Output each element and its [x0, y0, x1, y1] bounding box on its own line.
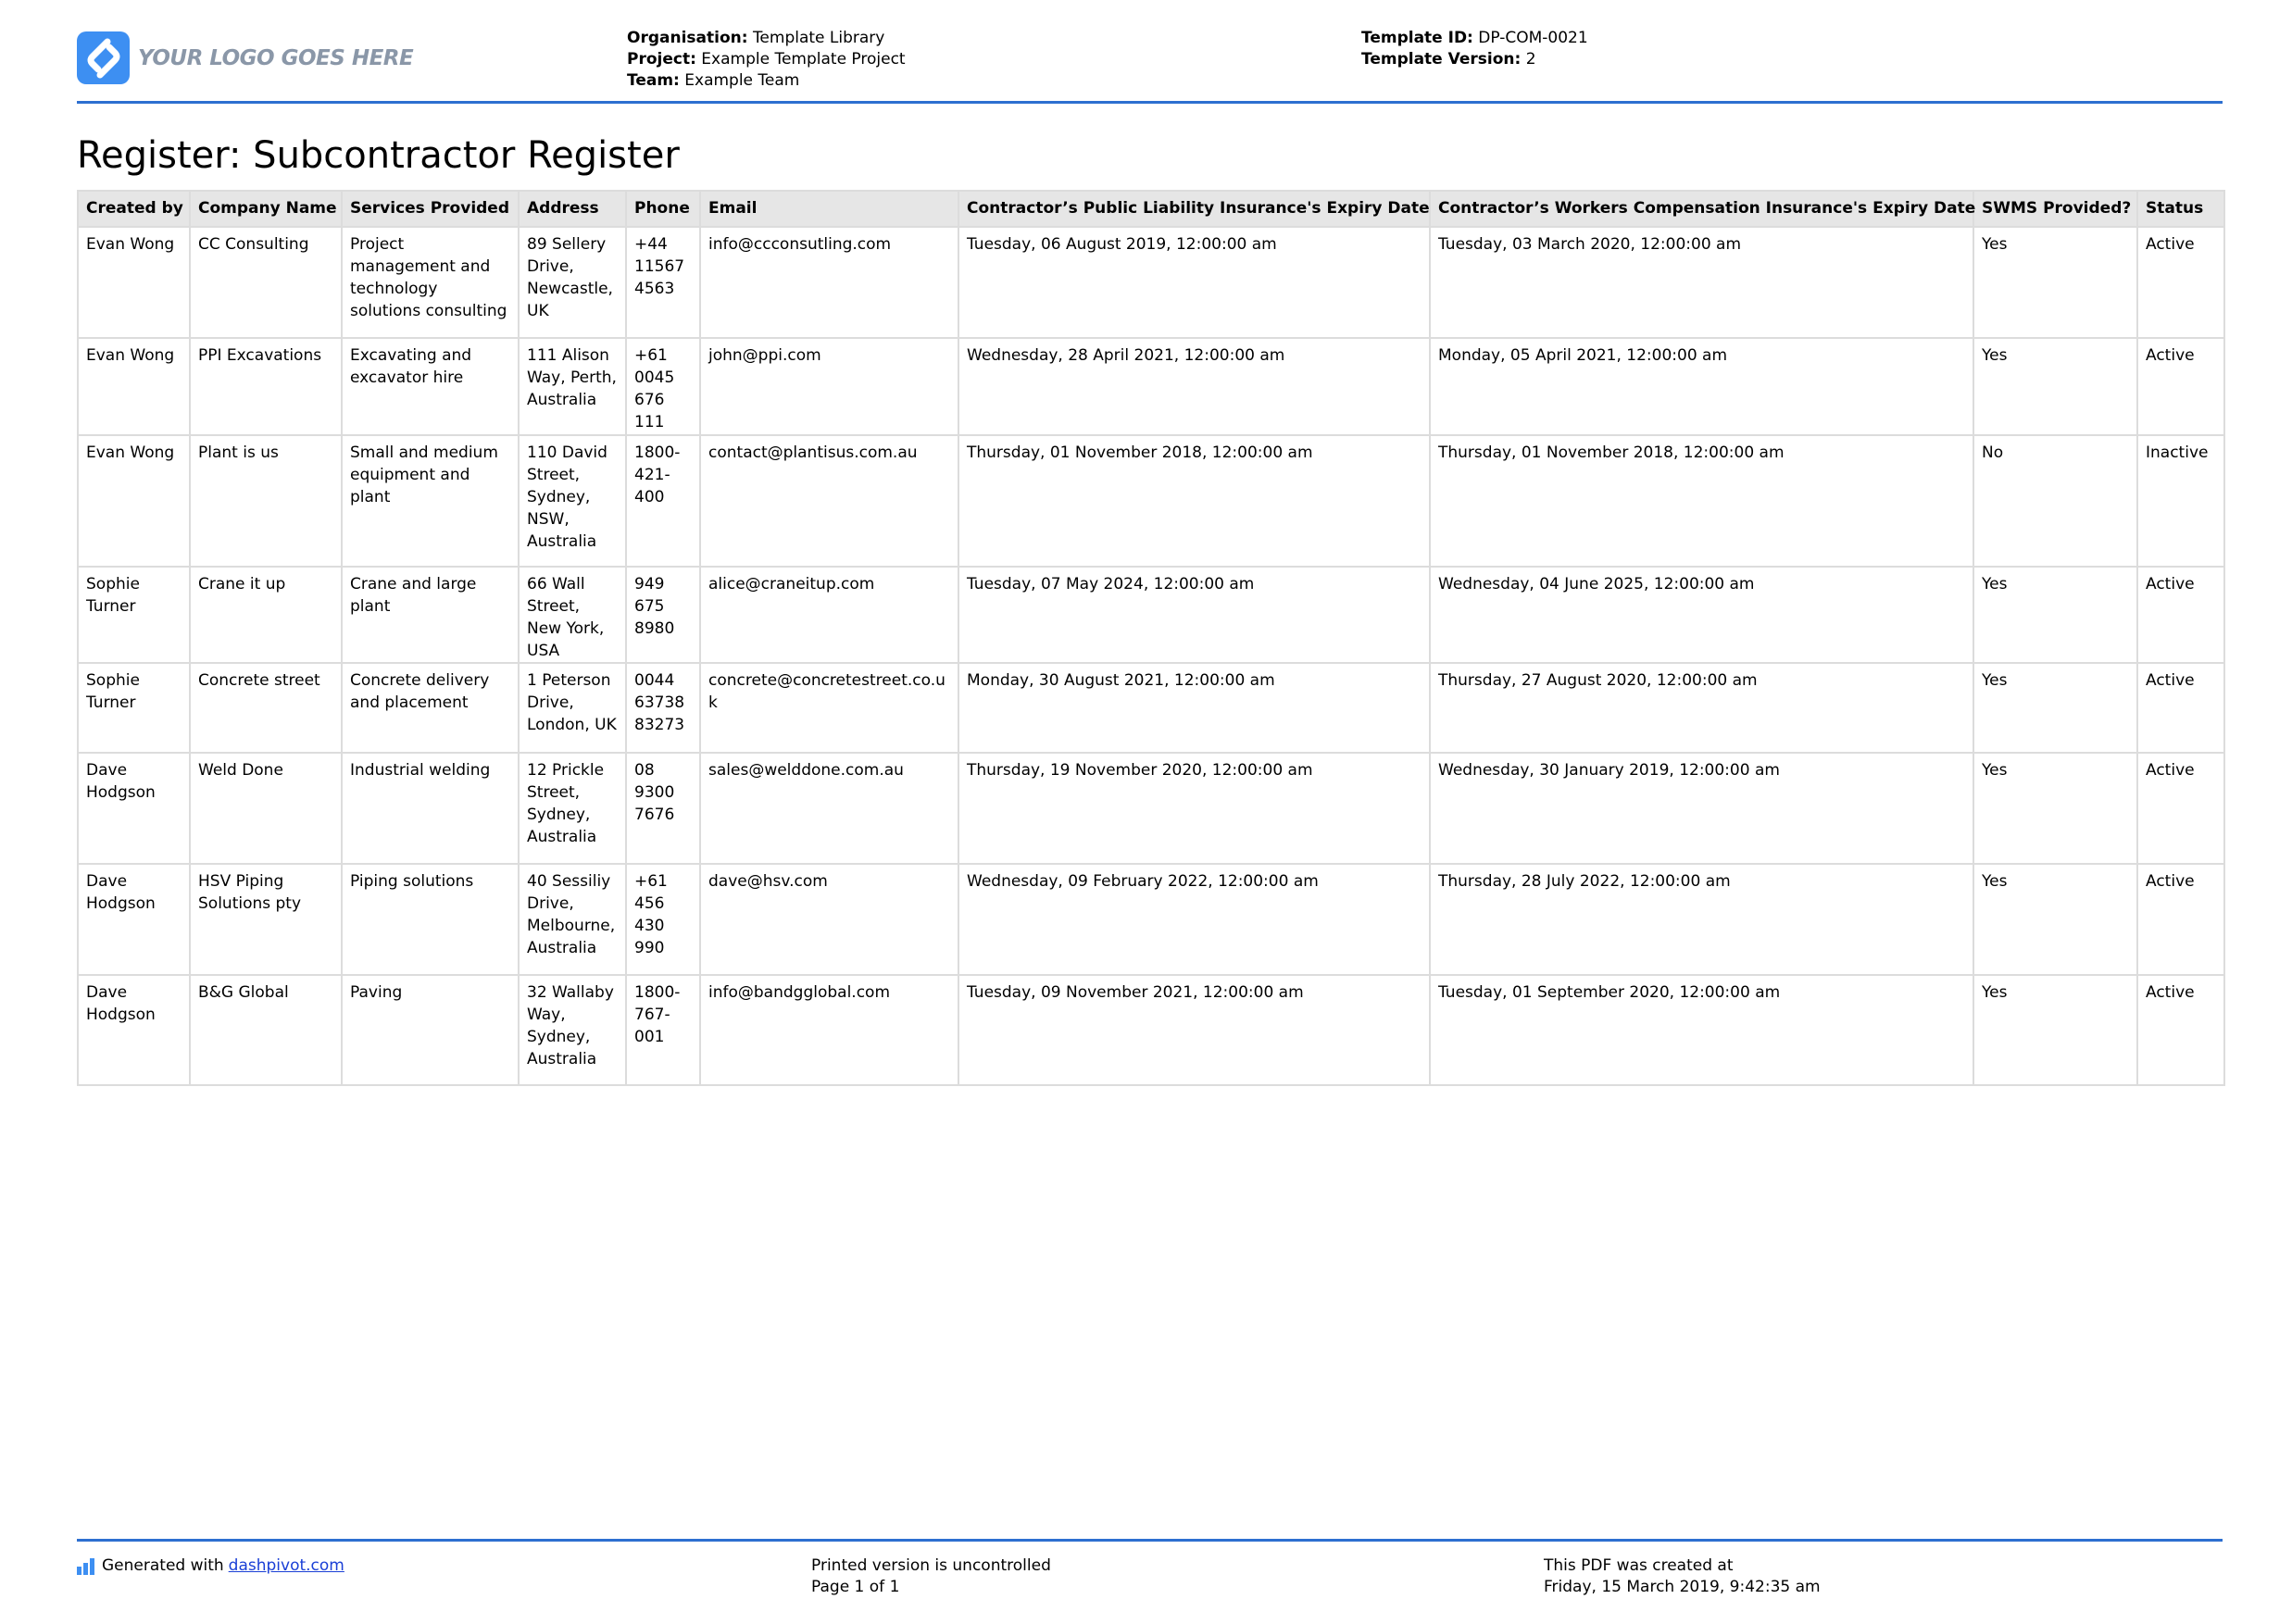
cell-workers-comp-expiry: Monday, 05 April 2021, 12:00:00 am — [1430, 338, 1973, 435]
header-divider — [77, 101, 2223, 104]
cell-swms-provided: No — [1973, 435, 2137, 567]
cell-public-liability-expiry: Thursday, 19 November 2020, 12:00:00 am — [958, 753, 1430, 864]
cell-public-liability-expiry: Tuesday, 07 May 2024, 12:00:00 am — [958, 567, 1430, 663]
cell-company-name: Crane it up — [190, 567, 342, 663]
template-id-value: DP-COM-0021 — [1478, 29, 1588, 47]
cell-phone: 0044 63738 83273 — [626, 663, 700, 753]
dashpivot-bars-icon — [77, 1558, 94, 1575]
cell-phone: 08 9300 7676 — [626, 753, 700, 864]
cell-status: Active — [2137, 338, 2224, 435]
cell-workers-comp-expiry: Thursday, 27 August 2020, 12:00:00 am — [1430, 663, 1973, 753]
generated-prefix: Generated with — [102, 1556, 224, 1575]
cell-company-name: B&G Global — [190, 975, 342, 1085]
cell-created-by: Dave Hodgson — [78, 975, 190, 1085]
cell-workers-comp-expiry: Thursday, 28 July 2022, 12:00:00 am — [1430, 864, 1973, 975]
column-header-public-liability-expiry: Contractor’s Public Liability Insurance's Expiry Date — [958, 191, 1430, 227]
cell-created-by: Sophie Turner — [78, 663, 190, 753]
cell-phone: 1800-421-400 — [626, 435, 700, 567]
cell-status: Active — [2137, 663, 2224, 753]
cell-address: 110 David Street, Sydney, NSW, Australia — [519, 435, 626, 567]
table-row — [78, 567, 2224, 663]
cell-services-provided: Industrial welding — [342, 753, 519, 864]
company-logo — [77, 31, 413, 84]
cell-status: Active — [2137, 227, 2224, 338]
cell-services-provided: Paving — [342, 975, 519, 1085]
table-row — [78, 753, 2224, 864]
table-row — [78, 663, 2224, 753]
cell-public-liability-expiry: Tuesday, 06 August 2019, 12:00:00 am — [958, 227, 1430, 338]
cell-company-name: HSV Piping Solutions pty — [190, 864, 342, 975]
table-body — [78, 227, 2224, 1085]
cell-public-liability-expiry: Tuesday, 09 November 2021, 12:00:00 am — [958, 975, 1430, 1085]
cell-status: Active — [2137, 975, 2224, 1085]
cell-email: alice@craneitup.com — [700, 567, 958, 663]
page-number: Page 1 of 1 — [811, 1578, 900, 1596]
cell-swms-provided: Yes — [1973, 338, 2137, 435]
cell-company-name: Weld Done — [190, 753, 342, 864]
cell-workers-comp-expiry: Tuesday, 03 March 2020, 12:00:00 am — [1430, 227, 1973, 338]
subcontractor-register-table — [77, 190, 2225, 1086]
cell-workers-comp-expiry: Tuesday, 01 September 2020, 12:00:00 am — [1430, 975, 1973, 1085]
cell-company-name: CC Consulting — [190, 227, 342, 338]
cell-company-name: PPI Excavations — [190, 338, 342, 435]
cell-phone: 949 675 8980 — [626, 567, 700, 663]
organisation-label: Organisation: — [627, 29, 748, 47]
template-id-label: Template ID: — [1361, 29, 1473, 47]
column-header-email: Email — [700, 191, 958, 227]
created-label: This PDF was created at — [1544, 1556, 1734, 1575]
page-title: Register: Subcontractor Register — [77, 134, 680, 177]
cell-services-provided: Crane and large plant — [342, 567, 519, 663]
cell-public-liability-expiry: Thursday, 01 November 2018, 12:00:00 am — [958, 435, 1430, 567]
cell-swms-provided: Yes — [1973, 975, 2137, 1085]
cell-email: sales@welddone.com.au — [700, 753, 958, 864]
cell-phone: 1800-767-001 — [626, 975, 700, 1085]
cell-company-name: Concrete street — [190, 663, 342, 753]
cell-status: Active — [2137, 567, 2224, 663]
cell-public-liability-expiry: Wednesday, 09 February 2022, 12:00:00 am — [958, 864, 1430, 975]
cell-swms-provided: Yes — [1973, 864, 2137, 975]
cell-company-name: Plant is us — [190, 435, 342, 567]
table-row — [78, 975, 2224, 1085]
column-header-created-by: Created by — [78, 191, 190, 227]
cell-created-by: Evan Wong — [78, 338, 190, 435]
cell-email: dave@hsv.com — [700, 864, 958, 975]
table-row — [78, 227, 2224, 338]
cell-workers-comp-expiry: Wednesday, 04 June 2025, 12:00:00 am — [1430, 567, 1973, 663]
cell-phone: +61 456 430 990 — [626, 864, 700, 975]
column-header-swms-provided: SWMS Provided? — [1973, 191, 2137, 227]
template-version-value: 2 — [1525, 50, 1536, 69]
column-header-address: Address — [519, 191, 626, 227]
cell-email: info@ccconsutling.com — [700, 227, 958, 338]
dashpivot-link[interactable]: dashpivot.com — [228, 1556, 344, 1575]
cell-address: 32 Wallaby Way, Sydney, Australia — [519, 975, 626, 1085]
cell-services-provided: Small and medium equipment and plant — [342, 435, 519, 567]
created-info — [1544, 1555, 1821, 1598]
cell-created-by: Dave Hodgson — [78, 753, 190, 864]
column-header-company-name: Company Name — [190, 191, 342, 227]
table-row — [78, 338, 2224, 435]
cell-address: 89 Sellery Drive, Newcastle, UK — [519, 227, 626, 338]
organisation-value: Template Library — [752, 29, 885, 47]
logo-icon — [77, 31, 130, 84]
template-meta — [1361, 28, 1588, 70]
table-header-row — [78, 191, 2224, 227]
cell-status: Inactive — [2137, 435, 2224, 567]
cell-created-by: Evan Wong — [78, 227, 190, 338]
cell-workers-comp-expiry: Thursday, 01 November 2018, 12:00:00 am — [1430, 435, 1973, 567]
cell-address: 111 Alison Way, Perth, Australia — [519, 338, 626, 435]
team-label: Team: — [627, 71, 680, 90]
cell-status: Active — [2137, 864, 2224, 975]
column-header-status: Status — [2137, 191, 2224, 227]
cell-phone: +61 0045 676 111 — [626, 338, 700, 435]
cell-services-provided: Excavating and excavator hire — [342, 338, 519, 435]
column-header-phone: Phone — [626, 191, 700, 227]
cell-swms-provided: Yes — [1973, 567, 2137, 663]
table-row — [78, 864, 2224, 975]
cell-public-liability-expiry: Wednesday, 28 April 2021, 12:00:00 am — [958, 338, 1430, 435]
print-notice — [811, 1555, 1051, 1598]
cell-created-by: Evan Wong — [78, 435, 190, 567]
column-header-services-provided: Services Provided — [342, 191, 519, 227]
cell-address: 66 Wall Street, New York, USA — [519, 567, 626, 663]
cell-services-provided: Piping solutions — [342, 864, 519, 975]
uncontrolled-notice: Printed version is uncontrolled — [811, 1556, 1051, 1575]
cell-email: contact@plantisus.com.au — [700, 435, 958, 567]
team-value: Example Team — [684, 71, 800, 90]
cell-services-provided: Concrete delivery and placement — [342, 663, 519, 753]
document-header — [77, 28, 2223, 102]
column-header-workers-comp-expiry: Contractor’s Workers Compensation Insurance's Expiry Date — [1430, 191, 1973, 227]
generated-with — [77, 1555, 344, 1577]
cell-services-provided: Project management and technology solutions consulting — [342, 227, 519, 338]
created-timestamp: Friday, 15 March 2019, 9:42:35 am — [1544, 1578, 1821, 1596]
cell-phone: +44 11567 4563 — [626, 227, 700, 338]
cell-email: concrete@concretestreet.co.uk — [700, 663, 958, 753]
cell-address: 1 Peterson Drive, London, UK — [519, 663, 626, 753]
template-version-label: Template Version: — [1361, 50, 1522, 69]
cell-swms-provided: Yes — [1973, 753, 2137, 864]
cell-swms-provided: Yes — [1973, 227, 2137, 338]
cell-created-by: Dave Hodgson — [78, 864, 190, 975]
cell-address: 40 Sessiliy Drive, Melbourne, Australia — [519, 864, 626, 975]
table-row — [78, 435, 2224, 567]
logo-text: YOUR LOGO GOES HERE — [138, 45, 414, 70]
cell-created-by: Sophie Turner — [78, 567, 190, 663]
cell-status: Active — [2137, 753, 2224, 864]
cell-swms-provided: Yes — [1973, 663, 2137, 753]
project-value: Example Template Project — [701, 50, 906, 69]
cell-address: 12 Prickle Street, Sydney, Australia — [519, 753, 626, 864]
cell-public-liability-expiry: Monday, 30 August 2021, 12:00:00 am — [958, 663, 1430, 753]
cell-email: info@bandgglobal.com — [700, 975, 958, 1085]
cell-email: john@ppi.com — [700, 338, 958, 435]
footer-divider — [77, 1539, 2223, 1542]
cell-workers-comp-expiry: Wednesday, 30 January 2019, 12:00:00 am — [1430, 753, 1973, 864]
project-meta — [627, 28, 906, 92]
project-label: Project: — [627, 50, 696, 69]
